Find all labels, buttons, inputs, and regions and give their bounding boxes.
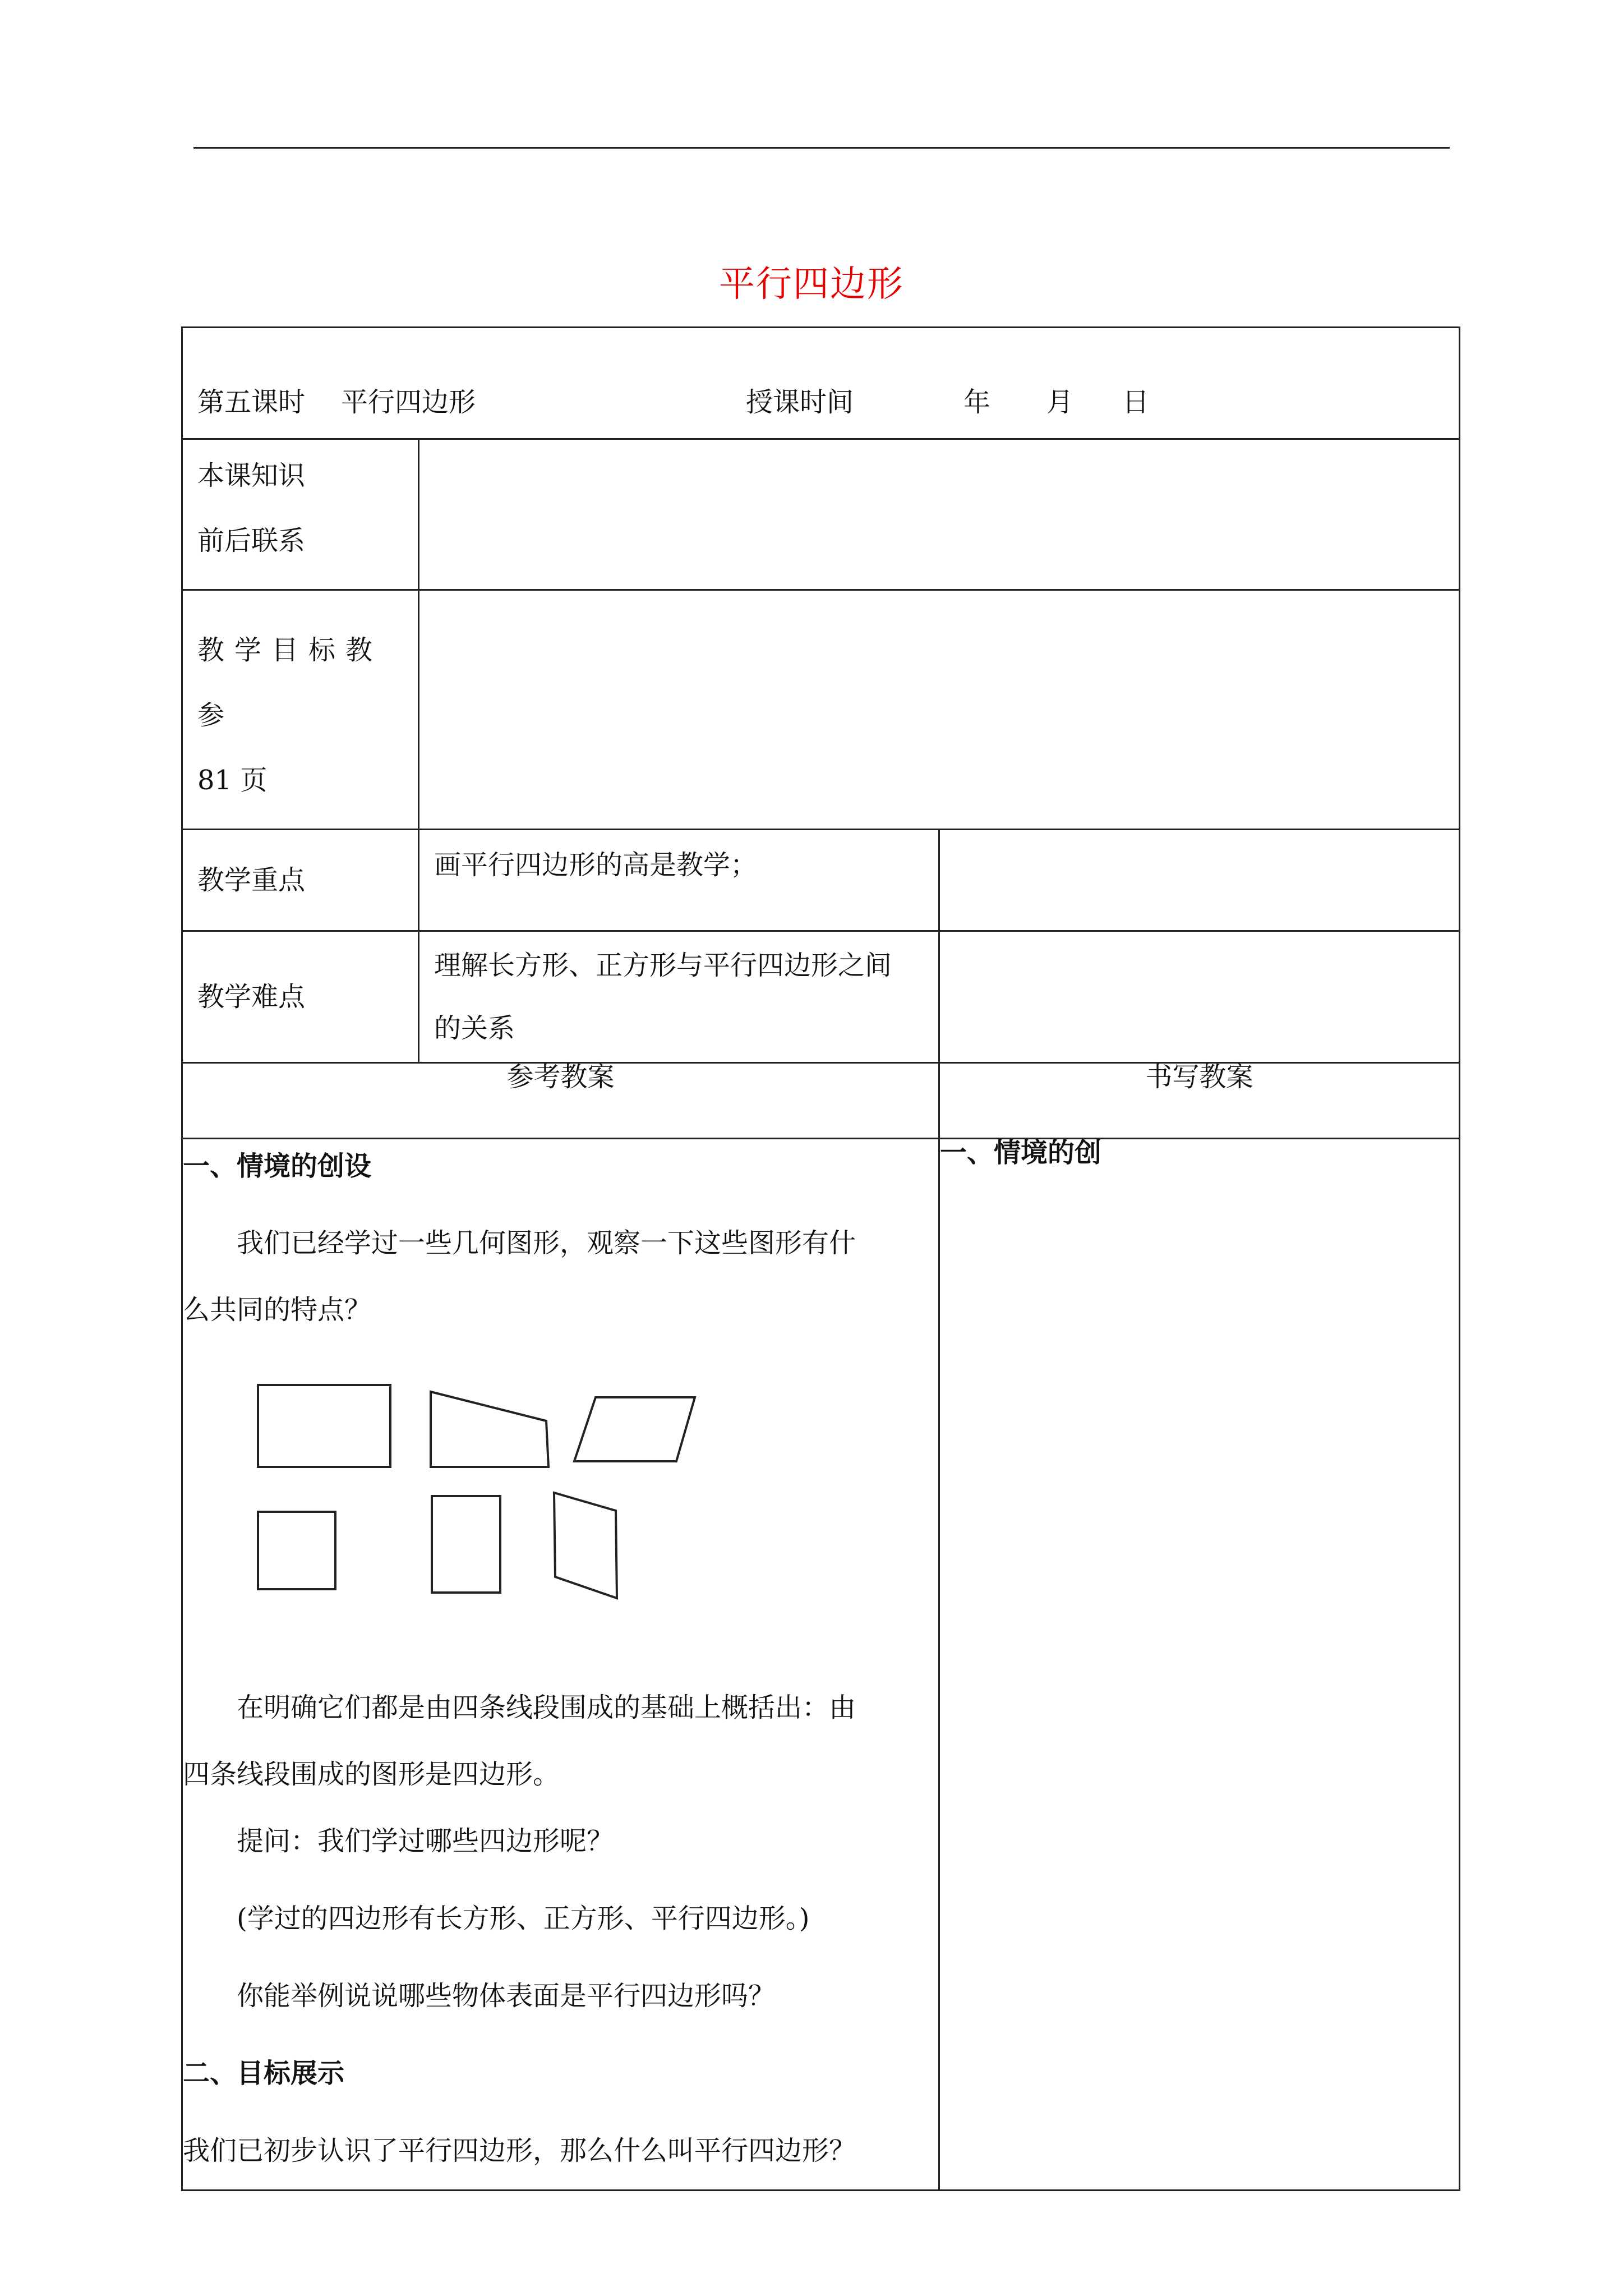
tall-rectangle-shape [432,1496,500,1593]
focus-notes-cell [939,830,1460,931]
lesson-number: 第五课时 [197,386,306,418]
paragraph1-line2: 么共同的特点？ [183,1294,372,1326]
paragraph2-line2: 四条线段围成的图形是四边形。 [183,1759,560,1790]
trapezoid-shape [431,1392,548,1467]
difficulty-text-line2: 的关系 [434,1013,515,1044]
paragraph3: 提问：我们学过哪些四边形呢？ [237,1825,614,1857]
paragraph6: 我们已初步认识了平行四边形，那么什么叫平行四边形？ [183,2135,856,2166]
section1-heading: 一、情境的创设 [183,1151,372,1182]
class-time-label: 授课时间 [746,386,854,418]
lesson-topic: 平行四边形 [341,386,476,418]
difficulty-row [182,931,1460,1063]
writing-plan-cell [939,1139,1460,2191]
square-shape [258,1512,335,1589]
knowledge-label-line1: 本课知识 [197,460,306,491]
focus-label: 教学重点 [197,864,306,896]
document-title: 平行四边形 [719,264,904,305]
paragraph4: (学过的四边形有长方形、正方形、平行四边形。) [237,1903,810,1934]
header-rule [193,147,1450,149]
paragraph2-line1: 在明确它们都是由四条线段围成的基础上概括出：由 [237,1692,856,1723]
focus-text: 画平行四边形的高是教学； [434,849,758,881]
slanted-parallelogram-shape [554,1493,617,1598]
paragraph1-line1: 我们已经学过一些几何图形，观察一下这些图形有什 [237,1227,856,1259]
section2-heading: 二、目标展示 [183,2058,345,2089]
reference-plan-header: 参考教案 [182,1063,939,1139]
knowledge-content-cell [419,439,1460,590]
writing-plan-header: 书写教案 [939,1063,1460,1139]
info-row [182,328,1460,439]
writing-plan-heading: 一、情境的创 [940,1137,1102,1168]
year-label: 年 [963,386,991,418]
plan-body-row [182,1139,1460,2191]
day-label: 日 [1122,386,1150,418]
goal-row [182,590,1460,830]
column-header-row [182,1063,1460,1139]
knowledge-label-line2: 前后联系 [197,525,306,556]
lesson-plan-table [181,326,1460,2191]
rectangle-shape [258,1385,390,1467]
difficulty-label: 教学难点 [197,981,306,1013]
goal-content-cell [419,590,1460,830]
paragraph5: 你能举例说说哪些物体表面是平行四边形吗？ [237,1980,776,2012]
month-label: 月 [1046,386,1074,418]
reference-plan-cell [182,1139,939,2191]
quadrilateral-figures [256,1383,716,1630]
parallelogram-shape [574,1397,695,1461]
focus-row [182,830,1460,931]
difficulty-notes-cell [939,931,1460,1063]
difficulty-text-line1: 理解长方形、正方形与平行四边形之间 [434,950,892,981]
goal-label-line2: 81 页 [197,765,268,796]
goal-label-line1: 教学目标教参 [197,634,383,731]
knowledge-row [182,439,1460,590]
